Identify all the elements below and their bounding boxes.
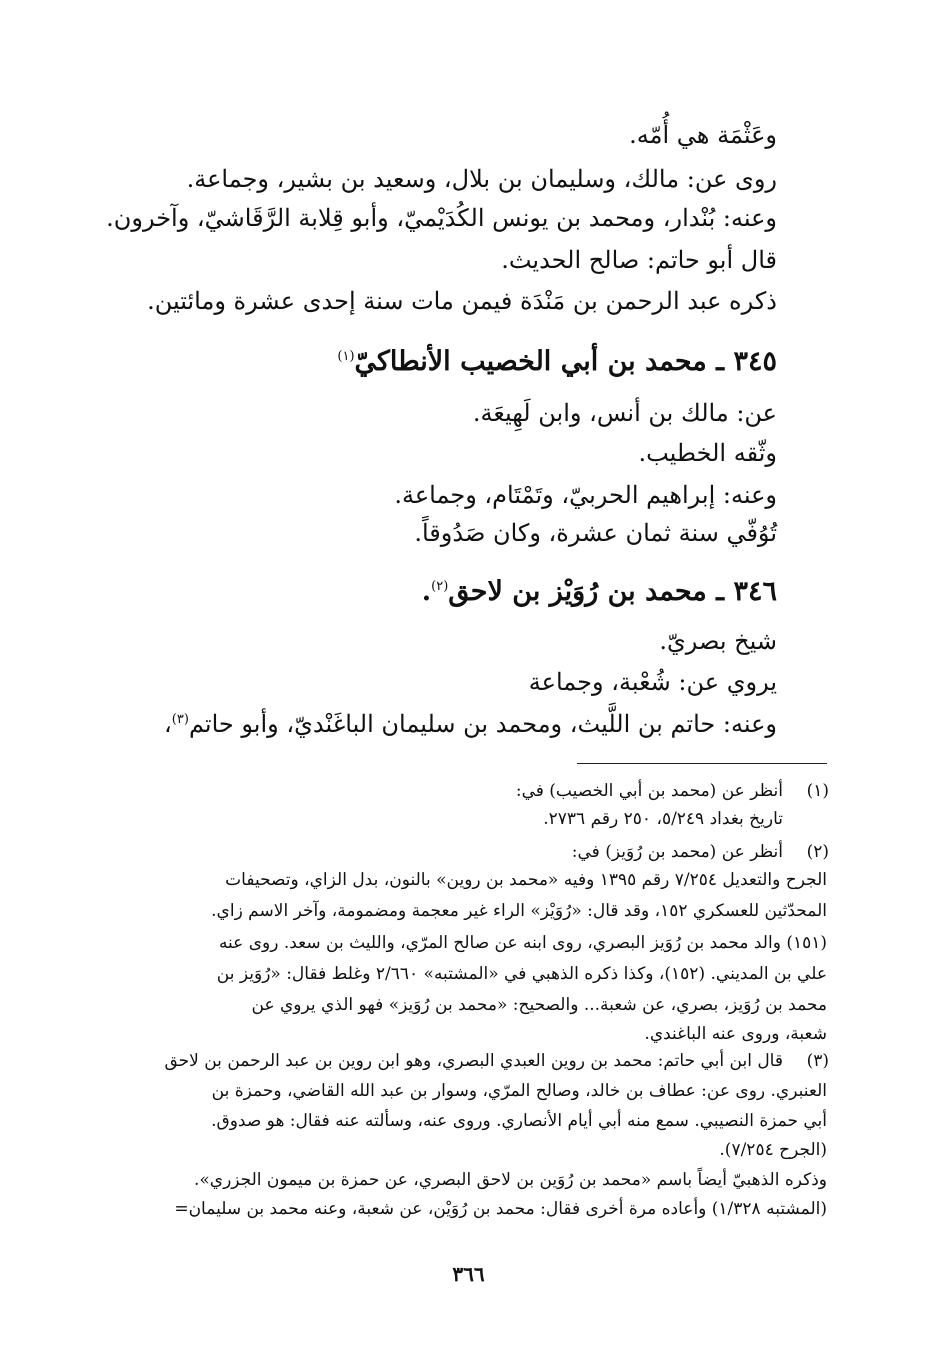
footnote-ref-2: (٢) bbox=[431, 579, 449, 594]
entry-345-line-4: تُوُفّي سنة ثمان عشرة، وكان صَدُوقاً. bbox=[414, 519, 777, 547]
body-line-4: قال أبو حاتم: صالح الحديث. bbox=[501, 246, 777, 274]
footnote-2-number: (٢) bbox=[806, 842, 829, 862]
entry-346-line-3 bbox=[164, 703, 777, 741]
entry-346-line-3-text: وعنه: حاتم بن اللَّيث، ومحمد بن سليمان الباغَنْديّ، وأبو حاتم bbox=[188, 710, 777, 738]
footnote-2-line-7: شعبة، وروى عنه الباغندي. bbox=[644, 1024, 827, 1044]
footnote-2-line-4: (١٥١) والد محمد بن رُوَيز البصري، روى ابنه عن صالح المرّي، والليث بن سعد. روى عنه bbox=[218, 933, 827, 953]
entry-345-line-2: وثّقه الخطيب. bbox=[638, 439, 777, 467]
footnote-2-line-5: علي بن المديني. (١٥٢)، وكذا ذكره الذهبي في «المشتبه» ٢/٦٦٠ وغلط فقال: «رُوَيز بن bbox=[216, 964, 827, 984]
entry-345-line-1: عن: مالك بن أنس، وابن لَهِيعَة. bbox=[472, 399, 777, 427]
footnote-3-number: (٣) bbox=[806, 1051, 829, 1071]
entry-345-title: ٣٤٥ ـ محمد بن أبي الخصيب الأنطاكيّ bbox=[354, 346, 777, 377]
footnote-2-line-3: المحدّثين للعسكري ١٥٢، وقد قال: «رُوَيْز» الراء غير معجمة ومضمومة، وآخر الاسم زاي. bbox=[211, 901, 827, 921]
entry-345-heading bbox=[337, 339, 777, 380]
footnote-1-line-1: أنظر عن (محمد بن أبي الخصيب) في: bbox=[515, 781, 783, 801]
footnote-separator bbox=[577, 763, 827, 764]
entry-346-heading bbox=[422, 569, 777, 610]
footnote-3-line-5: وذكره الذهبيّ أيضاً باسم «محمد بن رُوَين بن لاحق البصري، عن حمزة بن ميمون الجزري». bbox=[193, 1170, 827, 1190]
body-line-1: وعَثْمَة هي أُمّه. bbox=[629, 121, 777, 149]
footnote-3-line-3: أبي حمزة النصيبي. سمع منه أبي أيام الأنصاري. وروى عنه، وسألته عنه فقال: هو صدوق. bbox=[211, 1111, 827, 1131]
body-line-2: روى عن: مالك، وسليمان بن بلال، وسعيد بن بشير، وجماعة. bbox=[186, 165, 777, 193]
entry-346-title: ٣٤٦ ـ محمد بن رُوَيْز بن لاحق bbox=[448, 576, 777, 607]
footnote-3-line-6: (المشتبه ١/٣٢٨) وأعاده مرة أخرى فقال: محمد بن رُوَيْن، عن شعبة، وعنه محمد بن سليمان= bbox=[174, 1199, 827, 1219]
footnote-3-line-2: العنبري. روى عن: عطاف بن خالد، وصالح المرّي، وسوار بن عبد الله القاضي، وحمزة بن bbox=[211, 1081, 827, 1101]
footnote-2-line-1: أنظر عن (محمد بن رُوَيز) في: bbox=[571, 842, 783, 862]
entry-346-line-1: شيخ بصريّ. bbox=[659, 627, 777, 655]
footnote-2-line-2: الجرح والتعديل ٧/٢٥٤ رقم ١٣٩٥ وفيه «محمد بن روين» بالنون، بدل الزاي، وتصحيفات bbox=[225, 870, 827, 890]
footnote-ref-3: (٣) bbox=[171, 712, 189, 727]
footnote-3-line-4: (الجرح ٧/٢٥٤). bbox=[719, 1140, 827, 1160]
entry-346-line-3-end: ، bbox=[164, 710, 172, 738]
footnote-3-line-1: قال ابن أبي حاتم: محمد بن روين العبدي البصري، وهو ابن روين بن عبد الرحمن بن لاحق bbox=[164, 1051, 783, 1071]
entry-346-heading-end: . bbox=[421, 576, 432, 607]
page-number: ٣٦٦ bbox=[452, 1262, 485, 1286]
footnote-ref-1: (١) bbox=[337, 349, 355, 364]
entry-346-line-2: يروي عن: شُعْبة، وجماعة bbox=[528, 668, 777, 696]
body-line-3: وعنه: بُنْدار، ومحمد بن يونس الكُدَيْميّ، وأبو قِلابة الرَّقَاشيّ، وآخرون. bbox=[106, 204, 777, 232]
footnote-1-line-2: تاريخ بغداد ٥/٢٤٩، ٢٥٠ رقم ٢٧٣٦. bbox=[543, 809, 783, 829]
footnote-2-line-6: محمد بن رُوَيز، بصري، عن شعبة... والصحيح: «محمد بن رُوَيز» فهو الذي يروي عن bbox=[251, 995, 827, 1015]
entry-345-line-3: وعنه: إبراهيم الحربيّ، وتَمْتَام، وجماعة. bbox=[394, 481, 777, 509]
footnote-1-number: (١) bbox=[806, 781, 829, 801]
body-line-5: ذكره عبد الرحمن بن مَنْدَة فيمن مات سنة إحدى عشرة ومائتين. bbox=[147, 287, 777, 315]
